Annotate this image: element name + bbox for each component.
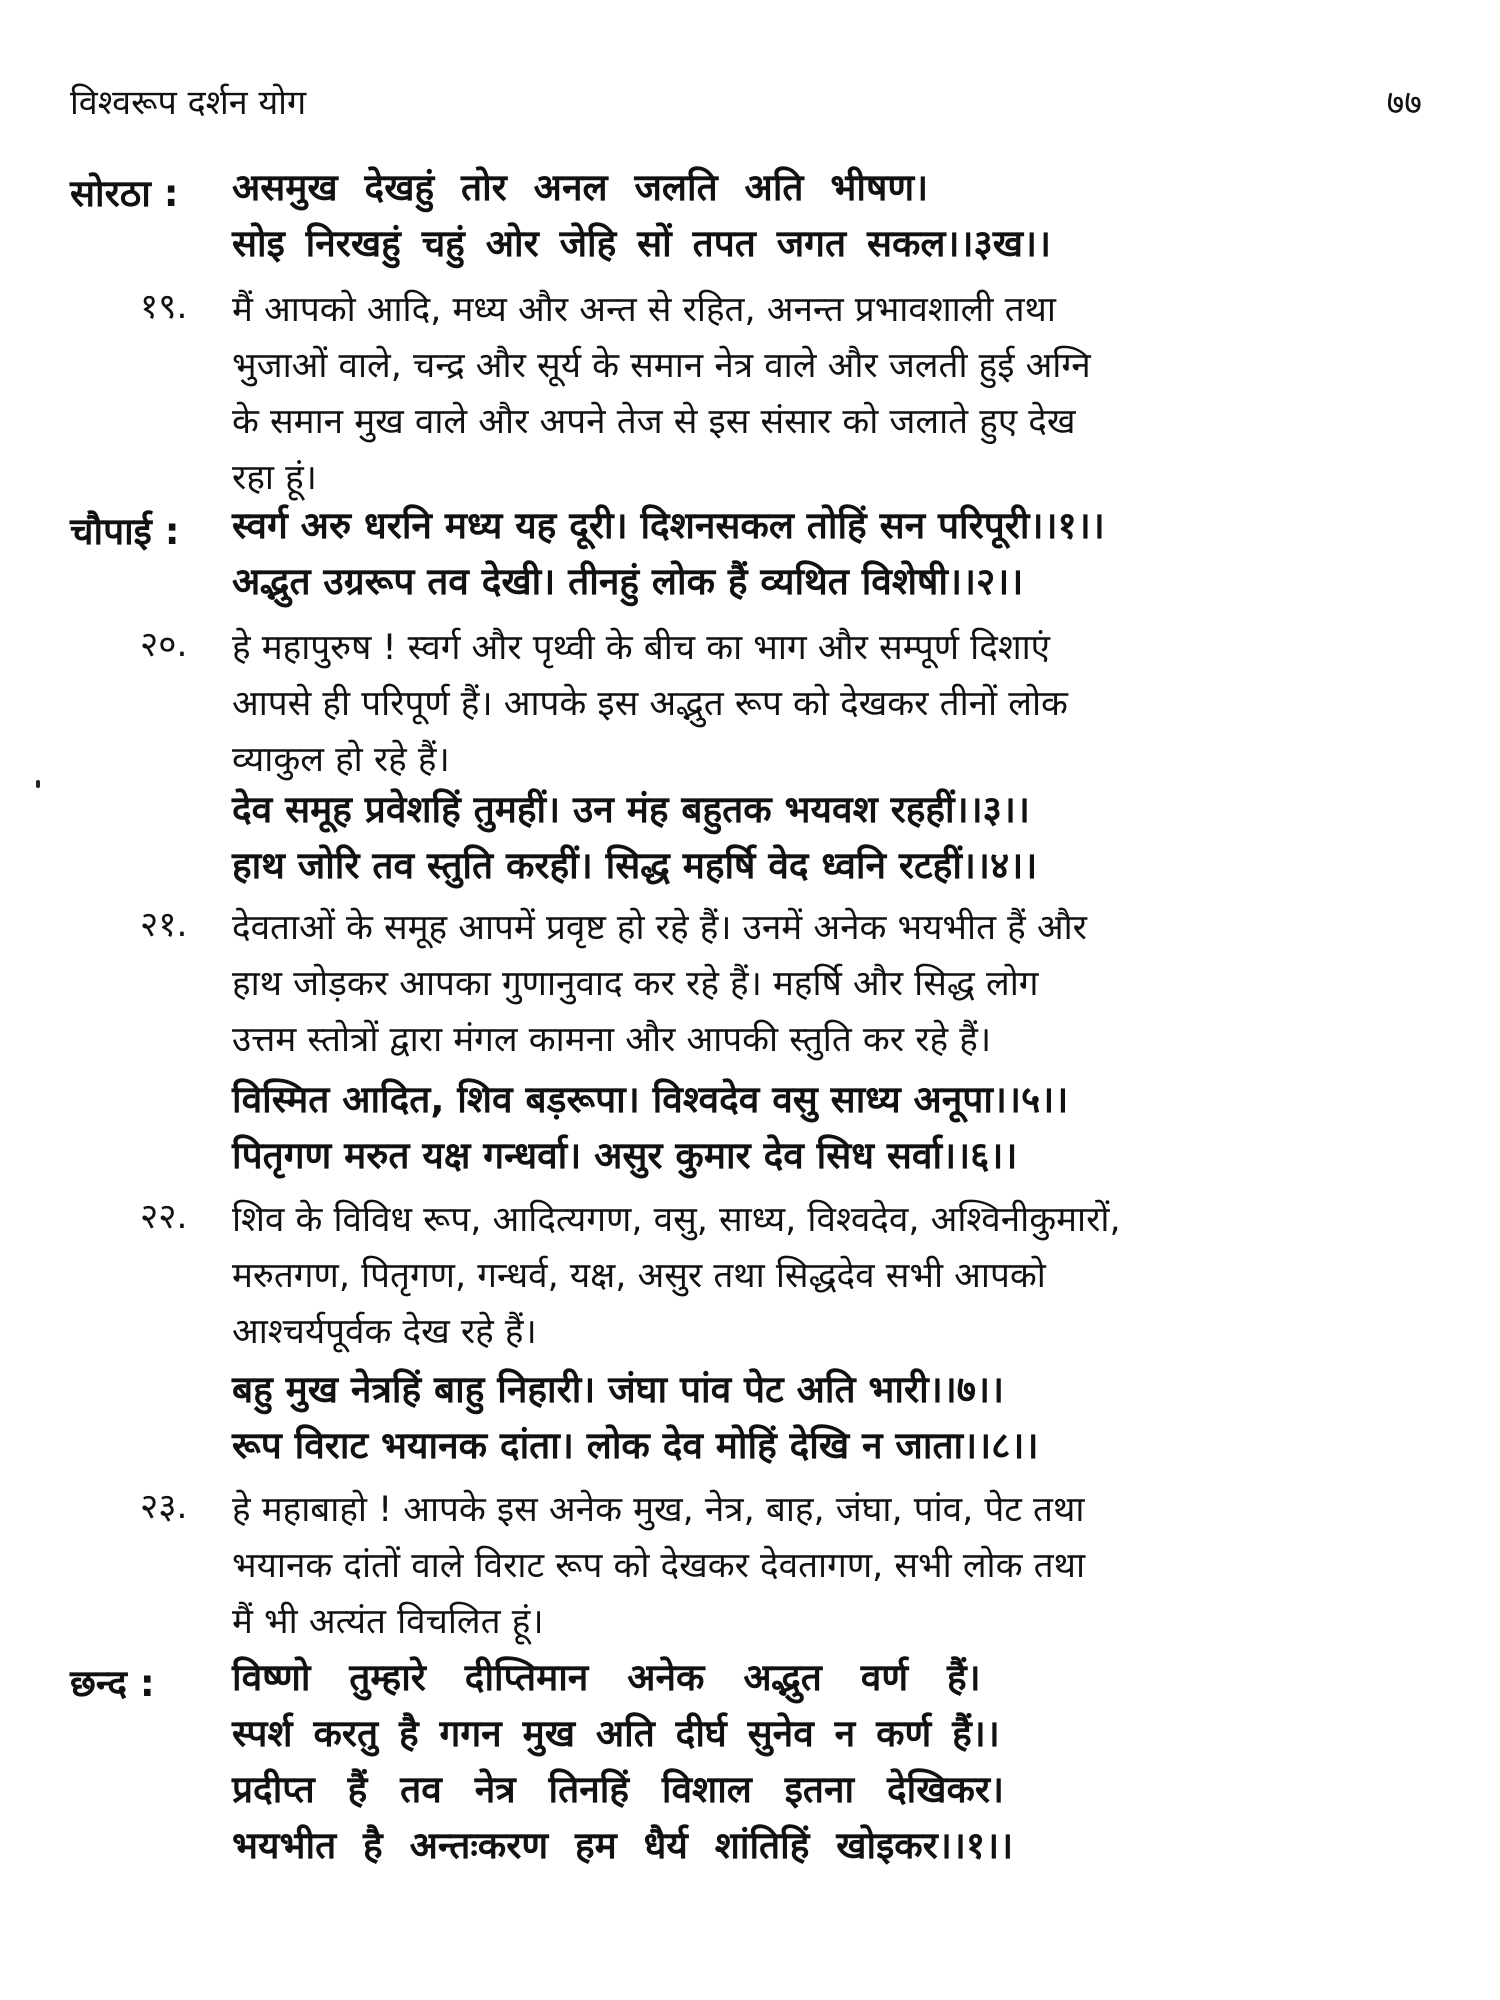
running-title: विश्वरूप दर्शन योग [70, 83, 307, 123]
verse-line: स्वर्ग अरु धरनि मध्य यह दूरी। दिशनसकल तोहिं सन परिपूरी।।१।। [232, 504, 1105, 547]
commentary-line: शिव के विविध रूप, आदित्यगण, वसु, साध्य, विश्वदेव, अश्विनीकुमारों, [232, 1200, 1121, 1240]
commentary-line: देवताओं के समूह आपमें प्रवृष्ट हो रहे हैं। उनमें अनेक भयभीत हैं और [232, 908, 1087, 948]
commentary-lines [232, 1192, 1422, 1360]
commentary-number: २२. [140, 1197, 188, 1237]
commentary-line: मरुतगण, पितृगण, गन्धर्व, यक्ष, असुर तथा सिद्धदेव सभी आपको [232, 1256, 1046, 1296]
commentary-line: आपसे ही परिपूर्ण हैं। आपके इस अद्भुत रूप को देखकर तीनों लोक [232, 684, 1068, 724]
commentary-line: हाथ जोड़कर आपका गुणानुवाद कर रहे हैं। महर्षि और सिद्ध लोग [232, 964, 1039, 1004]
verse-line: विस्मित आदित, शिव बड़रूपा। विश्वदेव वसु साध्य अनूपा।।५।। [232, 1078, 1069, 1121]
commentary-line: मैं भी अत्यंत विचलित हूं। [232, 1602, 544, 1642]
verse-lines [232, 1362, 1422, 1474]
page-header [70, 78, 1422, 128]
commentary-lines [232, 900, 1422, 1068]
commentary-lines [232, 620, 1422, 788]
commentary-lines [232, 282, 1422, 506]
verse-line: विष्णो तुम्हारे दीप्तिमान अनेक अद्भुत वर्ण हैं। [232, 1656, 981, 1699]
verse-label-chaupai: चौपाई : [70, 510, 180, 553]
verse-line: भयभीत है अन्तःकरण हम धैर्य शांतिहिं खोइकर।।१।। [232, 1824, 1014, 1867]
verse-line: रूप विराट भयानक दांता। लोक देव मोहिं देखि न जाता।।८।। [232, 1424, 1039, 1467]
verse-line: देव समूह प्रवेशहिं तुमहीं। उन मंह बहुतक भयवश रहहीं।।३।। [232, 788, 1030, 831]
commentary-line: भयानक दांतों वाले विराट रूप को देखकर देवतागण, सभी लोक तथा [232, 1546, 1086, 1586]
commentary-line: हे महाबाहो ! आपके इस अनेक मुख, नेत्र, बाह, जंघा, पांव, पेट तथा [232, 1490, 1085, 1530]
verse-lines [232, 160, 1422, 272]
verse-lines [232, 1072, 1422, 1184]
verse-line: स्पर्श करतु है गगन मुख अति दीर्घ सुनेव न कर्ण हैं।। [232, 1712, 1000, 1755]
commentary-line: रहा हूं। [232, 458, 317, 498]
verse-line: प्रदीप्त हैं तव नेत्र तिनहिं विशाल इतना देखिकर। [232, 1768, 1005, 1811]
commentary-line: मैं आपको आदि, मध्य और अन्त से रहित, अनन्त प्रभावशाली तथा [232, 290, 1056, 330]
commentary-number: २३. [140, 1487, 188, 1527]
commentary-lines [232, 1482, 1422, 1650]
commentary-line: हे महापुरुष ! स्वर्ग और पृथ्वी के बीच का भाग और सम्पूर्ण दिशाएं [232, 628, 1051, 668]
verse-label-soratha: सोरठा : [70, 172, 179, 215]
verse-line: हाथ जोरि तव स्तुति करहीं। सिद्ध महर्षि वेद ध्वनि रटहीं।।४।। [232, 844, 1038, 887]
verse-lines [232, 782, 1422, 894]
commentary-number: २१. [140, 905, 188, 945]
verse-lines [232, 498, 1422, 610]
commentary-number: १९. [140, 287, 188, 327]
commentary-line: आश्चर्यपूर्वक देख रहे हैं। [232, 1312, 537, 1352]
verse-label-chhand: छन्द : [70, 1662, 155, 1705]
commentary-line: व्याकुल हो रहे हैं। [232, 740, 450, 780]
commentary-number: २०. [140, 625, 188, 665]
verse-line: सोइ निरखहुं चहुं ओर जेहि सों तपत जगत सकल।।३ख।। [232, 222, 1052, 265]
verse-line: बहु मुख नेत्रहिं बाहु निहारी। जंघा पांव पेट अति भारी।।७।। [232, 1368, 1005, 1411]
verse-line: असमुख देखहुं तोर अनल जलति अति भीषण। [232, 166, 929, 209]
verse-line: पितृगण मरुत यक्ष गन्धर्वा। असुर कुमार देव सिध सर्वा।।६।। [232, 1134, 1018, 1177]
page-number: ७७ [1386, 83, 1422, 123]
commentary-line: उत्तम स्तोत्रों द्वारा मंगल कामना और आपकी स्तुति कर रहे हैं। [232, 1020, 992, 1060]
verse-line: अद्भुत उग्ररूप तव देखी। तीनहुं लोक हैं व्यथित विशेषी।।२।। [232, 560, 1024, 603]
verse-lines [232, 1650, 1422, 1874]
commentary-line: भुजाओं वाले, चन्द्र और सूर्य के समान नेत्र वाले और जलती हुई अग्नि [232, 346, 1091, 386]
stray-ink-mark [36, 780, 40, 788]
commentary-line: के समान मुख वाले और अपने तेज से इस संसार को जलाते हुए देख [232, 402, 1076, 442]
